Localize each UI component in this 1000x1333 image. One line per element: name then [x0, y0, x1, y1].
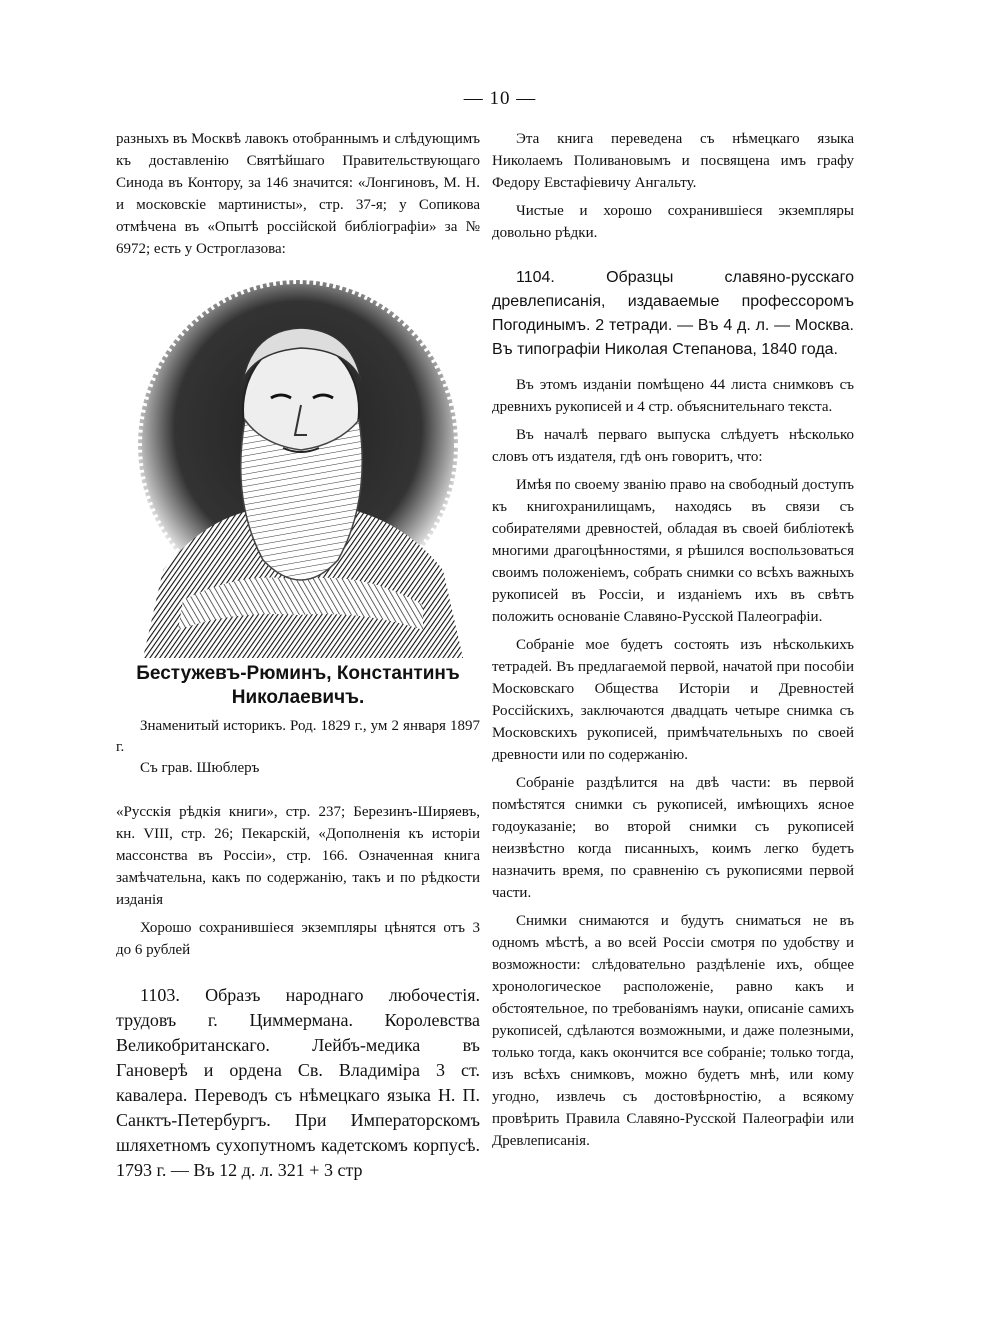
references-paragraph: «Русскія рѣдкія книги», стр. 237; Березинъ-Ширяевъ, кн. VIII, стр. 26; Пекарскій, «Дополненія къ исторіи массонства въ Россіи», стр. 166. Означенная книга замѣчательна, какъ по содержанію, такъ и по рѣдкости изданія: [116, 804, 480, 908]
portrait-caption-name: Бестужевъ-Рюминъ, Константинъ Николаевичъ.: [136, 663, 460, 708]
quote-paragraph-1: Имѣя по своему званію право на свободный доступъ къ книгохранилищамъ, находясь въ связи съ собирателями древностей, обладая въ своей библіотекѣ многими драгоцѣнностями, я рѣшился воспользоваться своимъ положеніемъ, собрать снимки со всѣхъ важныхъ рукописей въ Россіи, и изданіемъ ихъ въ свѣтъ положить основаніе Славяно-Русской Палеографіи.: [492, 477, 854, 625]
page-number: — 10 —: [463, 88, 537, 109]
portrait-caption-engraver: Съ грав. Шюблеръ: [140, 760, 260, 776]
quote-paragraph-2: Собраніе мое будетъ состоять изъ нѣсколькихъ тетрадей. Въ предлагаемой первой, начатой при пособіи Московскаго Общества Исторіи и Древностей Россійскихъ, заключаются двадцать четыре снимка съ Московскихъ рукописей, примѣчательныхъ по своей древности или по содержанію.: [492, 637, 854, 763]
quote-paragraph-3: Собраніе раздѣлится на двѣ части: въ первой помѣстятся снимки съ рукописей, имѣющихъ ясное годоуказаніе; во второй снимки съ рукописей неизвѣстно когда писанныхъ, коимъ легко будетъ назначить время, по сравненію съ рукописями первой части.: [492, 775, 854, 901]
rarity-paragraph: Чистые и хорошо сохранившіеся экземпляры довольно рѣдки.: [492, 203, 854, 241]
translation-paragraph: Эта книга переведена съ нѣмецкаго языка Николаемъ Поливановымъ и посвящена имъ графу Федору Евстафіевичу Ангальту.: [492, 131, 854, 191]
description-paragraph-1: Въ этомъ изданіи помѣщено 44 листа снимковъ съ древнихъ рукописей и 4 стр. объяснительнаго текста.: [492, 377, 854, 415]
portrait-engraving: [123, 270, 473, 658]
left-column: [116, 128, 480, 1183]
portrait-caption-description: Знаменитый историкъ. Род. 1829 г., ум 2 января 1897 г.: [116, 718, 480, 755]
intro-paragraph: разныхъ въ Москвѣ лавокъ отобраннымъ и слѣдующимъ къ доставленію Святѣйшаго Правительствующаго Синода въ Контору, за 146 значится: «Лонгиновъ, М. Н. и московскіе мартинисты», стр. 37-я; у Сопикова отмѣчена въ «Опытѣ россійской библіографіи» за № 6972; есть у Остроглазова:: [116, 131, 480, 257]
entry-1104: 1104. Образцы славяно-русскаго древлеписанія, издаваемые профессоромъ Погодинымъ. 2 тетради. — Въ 4 д. л. — Москва. Въ типографіи Николая Степанова, 1840 года.: [492, 269, 854, 358]
entry-1103: 1103. Образъ народнаго любочестія. трудовъ г. Циммермана. Королевства Великобританскаго. Лейбъ-медика въ Гановерѣ и ордена Св. Владиміра 3 ст. кавалера. Переводъ съ нѣмецкаго языка Н. П. Санктъ-Петербургъ. При Императорскомъ шляхетномъ сухопутномъ кадетскомъ корпусѣ. 1793 г. — Въ 12 д. л. 321 + 3 стр: [116, 985, 480, 1180]
price-paragraph: Хорошо сохранившіеся экземпляры цѣнятся отъ 3 до 6 рублей: [116, 920, 480, 958]
description-paragraph-2: Въ началѣ перваго выпуска слѣдуетъ нѣсколько словъ отъ издателя, гдѣ онъ говоритъ, что:: [492, 427, 854, 465]
right-column: [492, 128, 854, 1152]
quote-paragraph-4: Снимки снимаются и будутъ сниматься не въ одномъ мѣстѣ, а во всей Россіи смотря по удобству и возможности: слѣдовательно раздѣленіе ихъ, общее хронологическое расположеніе, равно какъ и обстоятельное, по требованіямъ науки, описаніе самихъ рукописей, сдѣлаются возможными, и даже полезными, только тогда, какъ окончится все собраніе; только тогда, изъ всѣхъ снимковъ, можно будетъ мнѣ, или кому угодно, извлечь съ достовѣрностію, а всякому провѣрить Правила Славяно-Русской Палеографіи или Древлеписанія.: [492, 913, 854, 1149]
